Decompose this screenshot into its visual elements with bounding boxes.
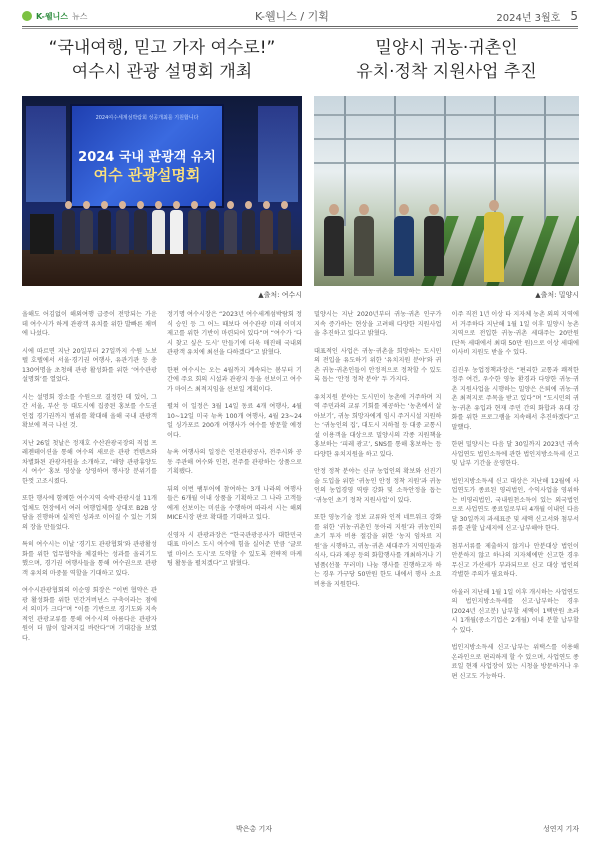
screen-small-text: 2024여수세계섬박람회 성공개최를 기원합니다 bbox=[95, 115, 199, 121]
paragraph: 시에 따르면 지난 20일부터 27일까지 수원 노보텔 호텔에서 서울·경기권 여행사, 유관기관 등 총 130여명을 초청해 관광 활성화를 위한 ‘여수관광 설명회’를 열었다. bbox=[22, 347, 157, 383]
body-column-1 bbox=[22, 310, 157, 651]
article-body bbox=[314, 310, 579, 689]
byline: 박은총 기자 bbox=[235, 825, 272, 833]
paragraph: 한편 여수시는 오는 4월까지 계속되는 봄부터 기간에 주요 회의 시설과 관광지 등을 선보이고 여수가 마이스 최적지임을 선보일 계획이다. bbox=[167, 366, 302, 393]
paragraph: 안정 정착 분야는 신규 농업인의 확보와 선진기술 도입을 위한 ‘귀농인 안정 정착 지원’과 귀농인의 농업경영 역량 강화 및 소득안정을 돕는 ‘귀농인 초기 정착 지원사업’이 있다. bbox=[314, 468, 442, 504]
paragraph: 신영자 시 관광과장은 “한국관광공사가 대한민국 대표 마이스 도시 여수에 힘을 실어준 만큼 ‘글로벌 마이스 도시’로 도약할 수 있도록 전략적 마케팅 활동을 펼치겠다”고 밝혔다. bbox=[167, 531, 302, 567]
paragraph: 첨부서류를 제출하지 않거나 안분대상 법인이 안분하지 않고 하나의 지자체에만 신고한 경우 무신고 가산세가 부과되므로 신고 대상 법인의 각별한 주의가 필요하다. bbox=[451, 542, 579, 578]
headline-line-1: 밀양시 귀농·귀촌인 bbox=[375, 38, 518, 58]
podium bbox=[30, 214, 54, 254]
headline-line-1: “국내여행, 믿고 가자 여수로!” bbox=[48, 38, 276, 58]
paragraph: 특히 여수시는 이날 ‘경기도 관광협회’와 관광활성화를 위한 업무협약을 체결하는 성과를 올리기도 했으며, 경기권 여행사들을 통해 여수권으로 관광객 유치의 마중물 역할을 기대하고 있다. bbox=[22, 541, 157, 577]
paragraph: 여수시관광협회의 이순영 회장은 “이번 협약은 관광 활성화를 위한 민간거버넌스 구축이라는 점에서 의미가 크다”며 “이를 기반으로 경기도와 지속적인 관광교류를 통해 여수시의 아름다운 관광자원이 더 많이 알려지길 바란다”며 기대감을 보였다. bbox=[22, 587, 157, 642]
body-column-2 bbox=[452, 310, 580, 689]
paragraph: 또한 행사에 함께한 여수지역 숙박·관광시설 11개 업체도 현장에서 여러 여행업체를 상대로 B2B 상담을 진행하며 실적인 성과로 이어질 수 있는 기회의 장을 만들었다. bbox=[22, 495, 157, 531]
byline: 성연지 기자 bbox=[542, 825, 579, 833]
page-number: 5 bbox=[570, 9, 578, 23]
paragraph: 또한 영농기술 정보 교류와 인적 네트워크 강화를 위한 ‘귀농·귀촌인 동아리 지원’과 귀농인의 초기 투자 비용 절감을 위한 ‘농지 임차료 지원’을 시행하고, 귀농·귀촌 세대주가 지역민들과 식사, 다과 제공 등의 화합행사를 개최하거나 기념품(선물 꾸러미) 나눔 행사를 진행하고자 하는 경우 가구당 50만원 한도 내에서 행사 소요 비용을 지원한다. bbox=[314, 514, 442, 588]
article-photo-greenhouse bbox=[314, 96, 579, 286]
paragraph: 법인지방소득세 신고·납부는 위택스를 이용해 온라인으로 편리하게 할 수 있으며, 사업연도 종료일 현재 사업장이 있는 시청을 방문하거나 우편 신고도 가능하다. bbox=[451, 644, 579, 680]
paragraph: 뒤의 이번 팸투어에 참여하는 3개 나라의 여행사들은 6개월 이내 상품을 기획하고 그 나라 고객들에게 선보이는 미션을 수행하며 따라서 시는 해외 MICE시장 판로 확대를 기대하고 있다. bbox=[167, 485, 302, 521]
issue-date: 2024년 3월호 bbox=[496, 12, 561, 24]
headline-line-2: 유치·정착 지원사업 추진 bbox=[356, 62, 537, 82]
paragraph: 시는 설명회 장소를 수원으로 결정한 데 있어, 그간 서울, 부산 등 대도시에 집중된 홍보를 수도권 인접 경기권까지 범위를 확대해 올해 국내 관광객 확보에 적극 나선 것. bbox=[22, 393, 157, 429]
screen-title-1: 2024 국내 관광객 유치 bbox=[78, 150, 216, 165]
paragraph: 펼쳐 이 일정은 3월 14일 동료 4개 여행사, 4월 10~12일 미국 뉴욕 100개 여행사, 4월 23~24일 싱가포르 200개 여행사가 여수를 방문할 예정이다. bbox=[167, 403, 302, 439]
logo-text: K-웰니스 bbox=[36, 11, 69, 21]
paragraph: 아울러 지난해 1월 1일 이후 개시하는 사업연도의 법인지방소득세를 신고·납부하는 경우(2024년 신고분) 납부할 세액이 1백만원 초과 시 1개월(중소기업은 2개월) 이내 분할 납부할 수 있다. bbox=[451, 588, 579, 634]
leaf-icon bbox=[22, 11, 32, 21]
header-rule bbox=[22, 26, 578, 27]
page-header bbox=[22, 8, 578, 24]
headline-line-2: 여수시 관광 설명회 개최 bbox=[71, 62, 253, 82]
header-rule-thin bbox=[22, 28, 578, 29]
paragraph: 밀양시는 지난 2020년부터 귀농·귀촌 인구가 지속 증가하는 현상을 고려해 다양한 지원사업을 추진하고 있다고 밝혔다. bbox=[314, 311, 442, 337]
paragraph: 지난 26일 첫날은 정재호 수산관광국장의 직접 프레젠테이션을 통해 여수의 새로운 관광 컨텐츠와 차별화된 관광자원을 소개하고, ‘해양 관광휴양도시 여수’ 홍보 영상을 상영하며 행사장 분위기를 한껏 고조시켰다. bbox=[22, 439, 157, 485]
event-screen bbox=[70, 104, 224, 208]
headline bbox=[314, 36, 579, 90]
article-body bbox=[22, 310, 302, 651]
body-column-1 bbox=[314, 310, 442, 689]
paragraph: 대표적인 사업은 귀농·귀촌을 희망하는 도시민의 전입을 유도하기 위한 ‘유치지원 분야’와 귀촌 귀농·귀촌인들이 안정적으로 정착할 수 있도록 돕는 ‘안정 정착 분야’ 두 가지다. bbox=[314, 347, 442, 383]
paragraph: 법인지방소득세 신고 대상은 지난해 12월에 사업연도가 종료된 영리법인, 수익사업을 영위하는 비영리법인, 국내원천소득이 있는 외국법인으로 사업연도 종료일로부터 4개월 이내인 다음 달 30일까지 과세표준 및 세액 신고서와 첨부서류를 관할 납세지에 신고·납부해야 한다. bbox=[451, 477, 579, 532]
screen-title-2: 여수 관광설명회 bbox=[93, 166, 201, 184]
photo-credit: ▲출처: 밀양시 bbox=[535, 291, 579, 299]
paragraph: 김진우 농업정책과장은 “편리한 교통과 쾌적한 정주 여건, 우수한 영농 환경과 다양한 귀농·귀촌 지원사업을 시행하는 밀양은 은퇴에 귀농·귀촌 최적지로 주목을 받고 있다”며 “도시민의 귀농·귀촌 유입과 현재 주민 간의 화합과 유대 강화를 위한 프로그램을 지속해서 추진하겠다”고 말했다. bbox=[451, 366, 579, 431]
section-title: K-웰니스 / 기획 bbox=[255, 10, 329, 23]
paragraph: 올해도 어김없이 해외여행 급증이 전망되는 가운데 여수시가 하계 관광객 유치를 위한 발빠른 채비에 나섰다. bbox=[22, 311, 157, 337]
headline bbox=[22, 36, 302, 90]
article-photo-briefing bbox=[22, 96, 302, 286]
paragraph: 한편 밀양시는 다음 달 30일까지 2023년 귀속 사업연도 법인소득에 관한 법인지방소득세 신고 및 납부 기간을 운영한다. bbox=[451, 441, 579, 467]
paragraph: 이주 직전 1년 이상 타 지자체 농촌 외의 지역에서 거주하다 지난해 1월 1일 이후 밀양시 농촌지역으로 전입한 귀농·귀촌 세대주는 20만원(단독 세대에서 최대 50만 원)으로 이상 세대에 이사비 지원도 받을 수 있다. bbox=[451, 311, 579, 356]
logo-suffix: 뉴스 bbox=[72, 11, 88, 21]
photo-credit: ▲출처: 여수시 bbox=[258, 291, 302, 299]
paragraph: 유치지원 분야는 도시민이 농촌에 거주하며 지역 주민과의 교류 기회를 제공하는 ‘농촌에서 살아보기’, 귀농 희망자에게 임시 주거시설 지원하는 ‘귀농인의 집’, 대도시 지하철 등 대중 교통시설 이용객을 대상으로 밀양시의 각종 지원책을 홍보하는 ‘피레 광고’, SNS를 통해 홍보하는 등 다양한 유치지원을 하고 있다. bbox=[314, 393, 442, 458]
publication-logo bbox=[22, 11, 87, 22]
article-yeosu bbox=[22, 30, 302, 833]
body-column-2 bbox=[167, 310, 302, 651]
article-miryang bbox=[314, 30, 579, 833]
paragraph: 뉴욕 여행사의 일정은 인천관광공사, 전주시와 공동 주관해 여수와 인천, 전주를 관광하는 상품으로 기획됐다. bbox=[167, 449, 302, 475]
paragraph: 정기명 여수시장은 “2023년 여수세계섬박람회 정식 승인 등 그 어느 때보다 여수관광 미래 이미지 제고를 위한 기반이 마련되어 있다”며 “여수가 ‘다시 찾고 싶은 도시’ 만들기에 더욱 매진해 국내외 관광객 유치에 최선을 다하겠다”고 밝혔다. bbox=[167, 311, 302, 356]
